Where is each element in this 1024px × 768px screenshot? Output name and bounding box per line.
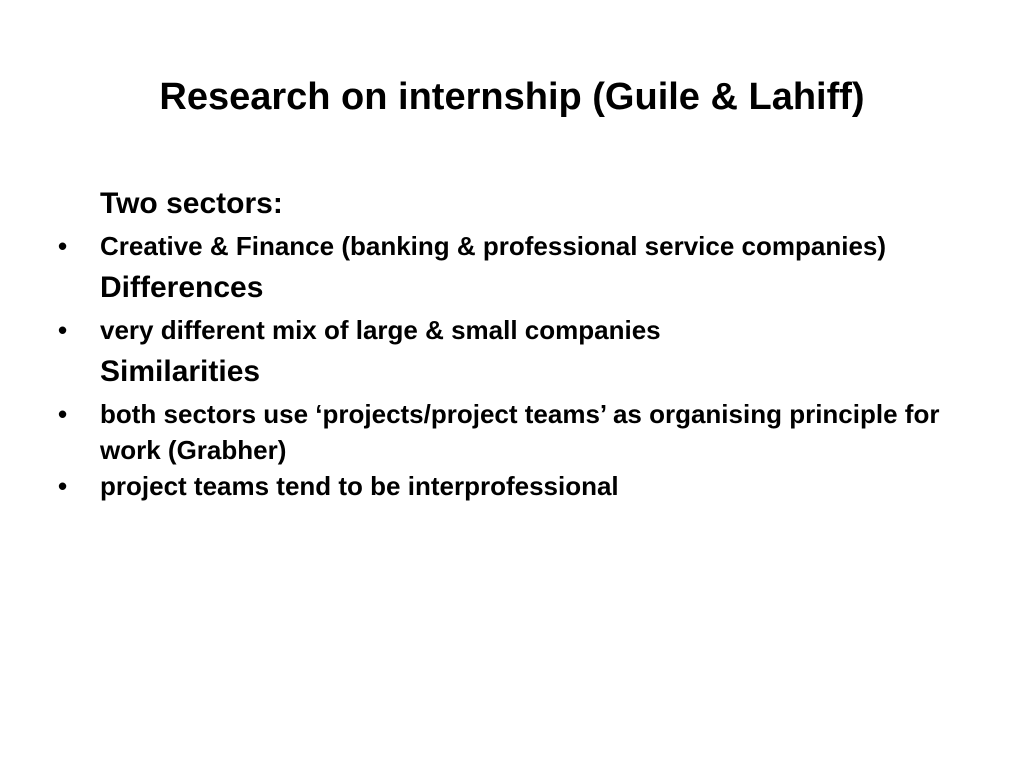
bullet-marker: • (58, 471, 68, 501)
heading-two-sectors: Two sectors: (100, 187, 283, 220)
bullet-marker: • (58, 315, 68, 345)
slide-body (58, 180, 978, 504)
bullet-text: both sectors use ‘projects/project teams’ as organising principle for work (Grabher) (100, 399, 940, 465)
heading-similarities: Similarities (100, 355, 261, 388)
bullet-item-sectors (58, 228, 978, 264)
slide-title: Research on internship (Guile & Lahiff) (159, 76, 865, 118)
bullet-item-similarities-1 (58, 396, 978, 468)
heading-differences: Differences (100, 271, 264, 304)
bullet-item-similarities-2 (58, 468, 978, 504)
bullet-text: very different mix of large & small companies (100, 315, 661, 345)
bullet-item-differences (58, 312, 978, 348)
bullet-text: project teams tend to be interprofessional (100, 471, 619, 501)
bullet-text: Creative & Finance (banking & professional service companies) (100, 231, 887, 261)
bullet-marker: • (58, 399, 68, 429)
bullet-marker: • (58, 231, 68, 261)
